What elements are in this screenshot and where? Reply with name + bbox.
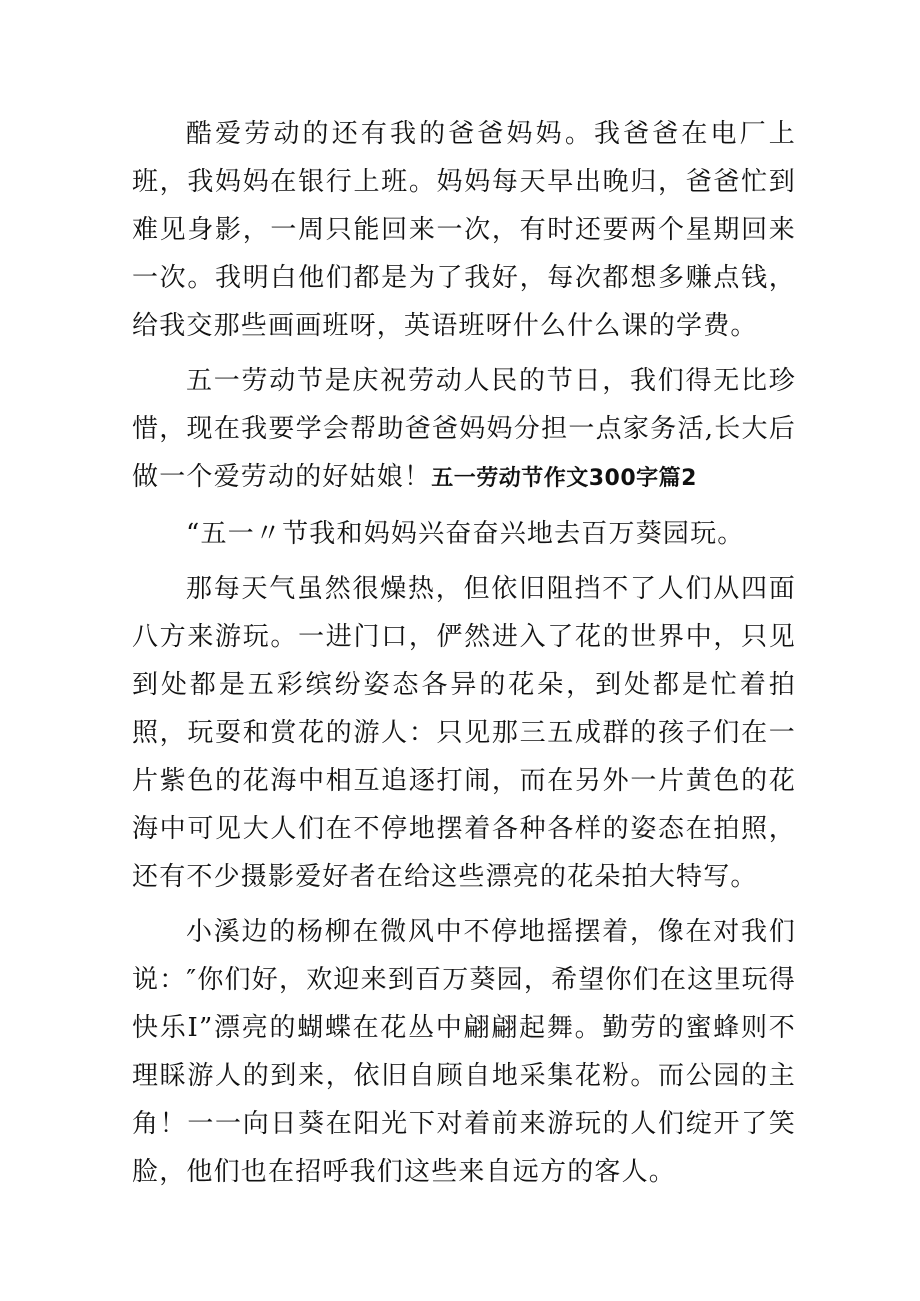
paragraph-flower-world (132, 565, 796, 901)
paragraph-text: 酷爱劳动的还有我的爸爸妈妈。我爸爸在电厂上班，我妈妈在银行上班。妈妈每天早出晚归，爸爸忙到难见身影，一周只能回来一次，有时还要两个星期回来一次。我明白他们都是为了我好，每次都想多赚点钱，给我交那些画画班呀，英语班呀什么什么课的学费。 (132, 119, 796, 341)
paragraph-text: 那每天气虽然很燥热，但依旧阻挡不了人们从四面八方来游玩。一进门口，俨然进入了花的世界中，只见到处都是五彩缤纷姿态各异的花朵，到处都是忙着拍照，玩耍和赏花的游人：只见那三五成群的孩子们在一片紫色的花海中相互追逐打闹，而在另外一片黄色的花海中可见大人们在不停地摆着各种各样的姿态在拍照，还有不少摄影爱好者在给这些漂亮的花朵拍大特写。 (132, 574, 796, 892)
paragraph-trip-intro (132, 510, 796, 558)
paragraph-willows-sunflowers (132, 908, 796, 1196)
paragraph-parents-work (132, 110, 796, 350)
paragraph-text: “五一〃节我和妈妈兴奋奋兴地去百万葵园玩。 (186, 519, 745, 549)
paragraph-labor-day (132, 357, 796, 503)
paragraph-text: 五一劳动节是庆祝劳动人民的节日，我们得无比珍惜，现在我要学会帮助爸爸妈妈分担一点家务活,长大后做一个爱劳动的好姑娘！ (132, 366, 796, 492)
essay-body (132, 110, 796, 1203)
essay-heading: 五一劳动节作文300字篇2 (431, 466, 697, 491)
paragraph-text: 小溪边的杨柳在微风中不停地摇摆着，像在对我们说：″你们好，欢迎来到百万葵园，希望你们在这里玩得快乐I”漂亮的蝴蝶在花丛中翩翩起舞。勤劳的蜜蜂则不理睬游人的到来，依旧自顾自地采集花粉。而公园的主角！一一向日葵在阳光下对着前来游玩的人们绽开了笑脸，他们也在招呼我们这些来自远方的客人。 (132, 917, 796, 1187)
